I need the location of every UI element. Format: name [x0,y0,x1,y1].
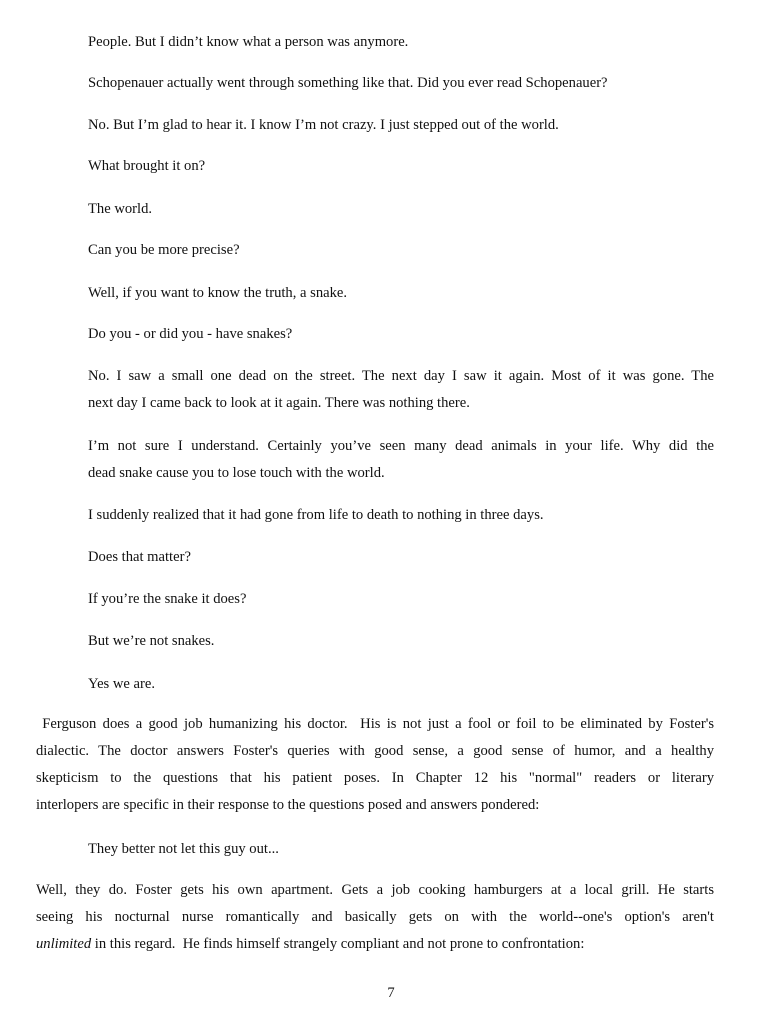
commentary-p1-line-3: skepticism to the questions that his patient poses. In Chapter 12 his "normal" readers or literary [36,770,714,786]
dialogue-line-14: But we’re not snakes. [88,633,215,649]
dialogue-line-1: People. But I didn’t know what a person was anymore. [88,34,409,50]
dialogue-line-13: If you’re the snake it does? [88,591,247,607]
dialogue-line-9a: No. I saw a small one dead on the street. The next day I saw it again. Most of it was gone. The [88,368,714,384]
dialogue-line-10a: I’m not sure I understand. Certainly you’ve seen many dead animals in your life. Why did the [88,438,714,454]
dialogue-line-12: Does that matter? [88,549,191,565]
dialogue-line-9 [88,363,714,417]
commentary-p1-line-1: Ferguson does a good job humanizing his doctor. His is not just a fool or foil to be eliminated by Foster's [36,716,714,732]
emphasized-word: unlimited [36,936,92,952]
dialogue-line-10b: dead snake cause you to lose touch with the world. [88,465,385,481]
commentary-paragraph-1 [36,711,714,819]
commentary-p2-line-1: Well, they do. Foster gets his own apartment. Gets a job cooking hamburgers at a local grill. He starts [36,882,714,898]
dialogue-line-6: Can you be more precise? [88,242,240,258]
commentary-p1-line-4: interlopers are specific in their response to the questions posed and answers pondered: [36,797,540,813]
dialogue-line-9b: next day I came back to look at it again. There was nothing there. [88,395,470,411]
dialogue-line-7: Well, if you want to know the truth, a snake. [88,285,348,301]
page-number: 7 [387,985,395,1001]
dialogue-line-3: No. But I’m glad to hear it. I know I’m not crazy. I just stepped out of the world. [88,117,559,133]
commentary-p1-line-2: dialectic. The doctor answers Foster's queries with good sense, a good sense of humor, and a healthy [36,743,714,759]
commentary-p2-line-3 [36,931,714,958]
dialogue-line-10 [88,433,714,487]
dialogue-line-4: What brought it on? [88,158,206,174]
dialogue-line-8: Do you - or did you - have snakes? [88,326,293,342]
dialogue-line-11: I suddenly realized that it had gone from life to death to nothing in three days. [88,507,544,523]
commentary-paragraph-2 [36,877,714,958]
dialogue-line-15: Yes we are. [88,676,156,692]
dialogue-line-5: The world. [88,201,153,217]
dialogue-line-2: Schopenauer actually went through something like that. Did you ever read Schopenauer? [88,75,608,91]
quoted-reader-response: They better not let this guy out... [88,841,279,857]
commentary-p2-line-2: seeing his nocturnal nurse romantically and basically gets on with the world--one's option's aren't [36,909,714,925]
commentary-p2-line-3-rest: in this regard. He finds himself strangely compliant and not prone to confrontation: [91,936,585,952]
